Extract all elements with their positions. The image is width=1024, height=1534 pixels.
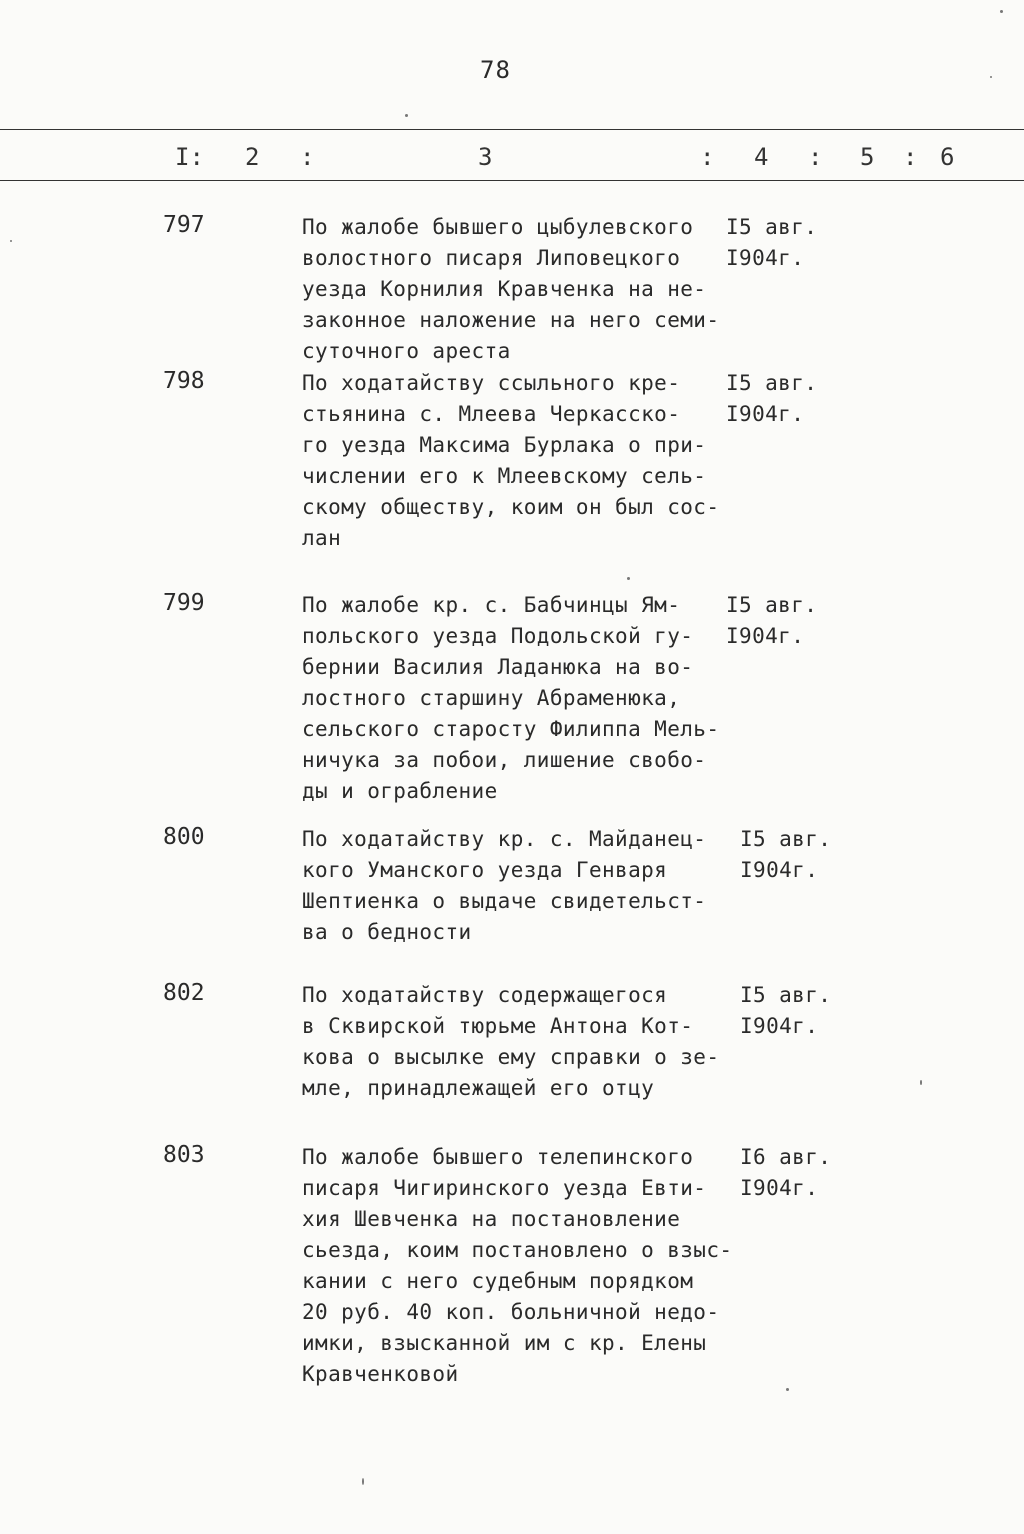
header-col-2: 2 bbox=[245, 143, 260, 171]
record-description bbox=[302, 212, 719, 367]
description-line: По ходатайству кр. с. Майданец- bbox=[302, 827, 707, 851]
scan-speck bbox=[990, 76, 992, 78]
description-line: лан bbox=[302, 526, 342, 550]
description-line: го уезда Максима Бурлака о при- bbox=[302, 433, 707, 457]
description-line: бернии Василия Ладанюка на во- bbox=[302, 655, 694, 679]
description-line: ничука за побои, лишение свобо- bbox=[302, 748, 707, 772]
record-date bbox=[726, 590, 817, 652]
description-line: По жалобе кр. с. Бабчинцы Ям- bbox=[302, 593, 681, 617]
description-line: хия Шевченка на постановление bbox=[302, 1207, 681, 1231]
description-line: в Сквирской тюрьме Антона Кот- bbox=[302, 1014, 694, 1038]
date-day-month: I5 авг. bbox=[740, 827, 832, 851]
record-date bbox=[726, 212, 817, 274]
description-line: кого Уманского уезда Генваря bbox=[302, 858, 668, 882]
record-number: 798 bbox=[163, 368, 205, 394]
description-line: сельского старосту Филиппа Мель- bbox=[302, 717, 720, 741]
record-description bbox=[302, 980, 719, 1104]
description-line: суточного ареста bbox=[302, 339, 511, 363]
header-col-1: I: bbox=[175, 143, 204, 171]
table-header-rule bbox=[0, 180, 1024, 181]
header-separator-2: : bbox=[700, 143, 715, 171]
date-year: I904г. bbox=[740, 1176, 819, 1200]
record-number: 803 bbox=[163, 1142, 205, 1168]
record-date bbox=[740, 980, 831, 1042]
record-date bbox=[740, 824, 831, 886]
record-date bbox=[740, 1142, 831, 1204]
record-date bbox=[726, 368, 817, 430]
description-line: По ходатайству ссыльного кре- bbox=[302, 371, 681, 395]
scan-speck bbox=[786, 1388, 789, 1391]
description-line: волостного писаря Липовецкого bbox=[302, 246, 681, 270]
description-line: По ходатайству содержащегося bbox=[302, 983, 668, 1007]
description-line: По жалобе бывшего цыбулевского bbox=[302, 215, 694, 239]
record-description bbox=[302, 1142, 732, 1390]
description-line: польского уезда Подольской гу- bbox=[302, 624, 694, 648]
description-line: кова о высылке ему справки о зе- bbox=[302, 1045, 720, 1069]
description-line: кании с него судебным порядком bbox=[302, 1269, 694, 1293]
header-separator-3: : bbox=[808, 143, 823, 171]
description-line: законное наложение на него семи- bbox=[302, 308, 720, 332]
scan-speck bbox=[920, 1080, 922, 1085]
header-col-3: 3 bbox=[478, 143, 493, 171]
record-number: 802 bbox=[163, 980, 205, 1006]
description-line: стьянина с. Млеева Черкасско- bbox=[302, 402, 681, 426]
description-line: уезда Корнилия Кравченка на не- bbox=[302, 277, 707, 301]
page-number: 78 bbox=[480, 56, 511, 84]
date-day-month: I5 авг. bbox=[726, 371, 818, 395]
description-line: ва о бедности bbox=[302, 920, 472, 944]
scan-speck bbox=[405, 114, 408, 117]
description-line: скому обществу, коим он был сос- bbox=[302, 495, 720, 519]
date-year: I904г. bbox=[726, 402, 805, 426]
scan-speck bbox=[362, 1478, 364, 1485]
header-separator-4: : bbox=[903, 143, 918, 171]
date-day-month: I5 авг. bbox=[740, 983, 832, 1007]
date-year: I904г. bbox=[726, 246, 805, 270]
scan-speck bbox=[627, 577, 630, 580]
record-number: 799 bbox=[163, 590, 205, 616]
description-line: мле, принадлежащей его отцу bbox=[302, 1076, 655, 1100]
date-day-month: I5 авг. bbox=[726, 215, 818, 239]
description-line: числении его к Млеевскому сель- bbox=[302, 464, 707, 488]
date-year: I904г. bbox=[740, 1014, 819, 1038]
description-line: лостного старшину Абраменюка, bbox=[302, 686, 681, 710]
description-line: Шептиенка о выдаче свидетельст- bbox=[302, 889, 707, 913]
header-col-4: 4 bbox=[754, 143, 769, 171]
date-day-month: I5 авг. bbox=[726, 593, 818, 617]
description-line: 20 руб. 40 коп. больничной недо- bbox=[302, 1300, 720, 1324]
date-year: I904г. bbox=[740, 858, 819, 882]
scan-speck bbox=[1000, 10, 1003, 13]
description-line: По жалобе бывшего телепинского bbox=[302, 1145, 694, 1169]
record-description bbox=[302, 368, 719, 554]
description-line: имки, взысканной им с кр. Елены bbox=[302, 1331, 707, 1355]
description-line: писаря Чигиринского уезда Евти- bbox=[302, 1176, 707, 1200]
header-separator-1: : bbox=[300, 143, 315, 171]
description-line: Кравченковой bbox=[302, 1362, 459, 1386]
table-top-rule bbox=[0, 129, 1024, 130]
header-col-5: 5 bbox=[860, 143, 875, 171]
record-number: 800 bbox=[163, 824, 205, 850]
scan-speck bbox=[10, 240, 12, 242]
date-day-month: I6 авг. bbox=[740, 1145, 832, 1169]
header-col-6: 6 bbox=[940, 143, 955, 171]
date-year: I904г. bbox=[726, 624, 805, 648]
record-number: 797 bbox=[163, 212, 205, 238]
record-description bbox=[302, 590, 719, 807]
description-line: ды и ограбление bbox=[302, 779, 498, 803]
description-line: сьезда, коим постановлено о взыс- bbox=[302, 1238, 733, 1262]
record-description bbox=[302, 824, 706, 948]
